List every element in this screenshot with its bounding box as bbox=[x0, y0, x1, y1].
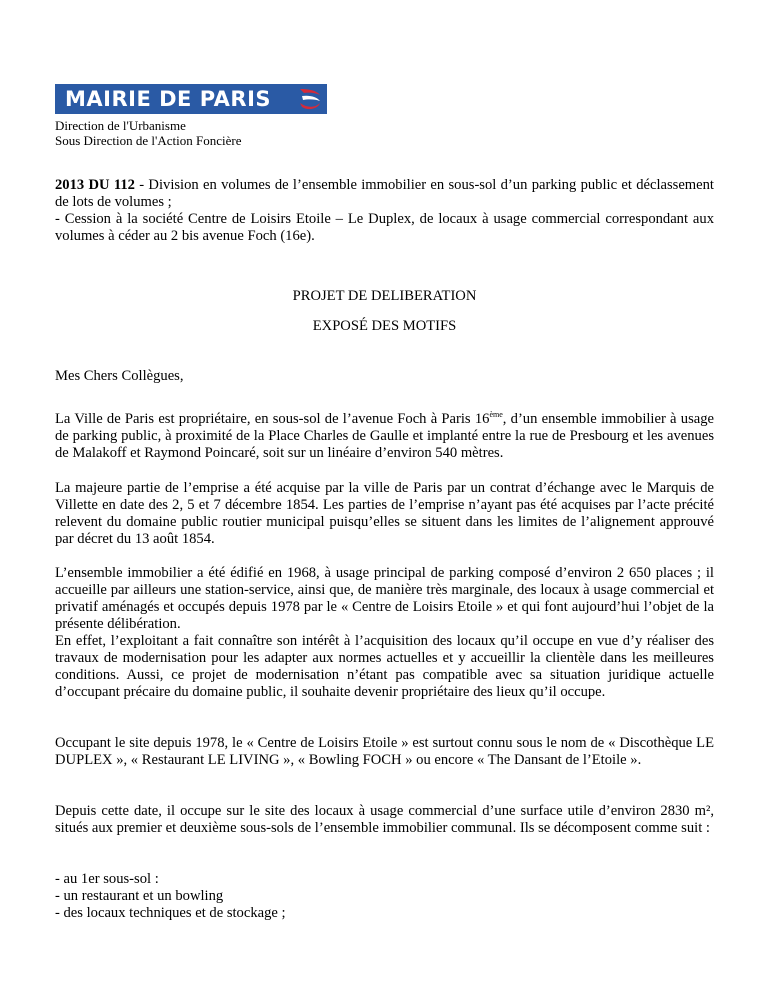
paragraph-3: L’ensemble immobilier a été édifié en 1968, à usage principal de parking composé d’environ 2 650 places ; il accueille par ailleurs une station-service, ainsi que, de manière très marginale, des locaux à usage commercial et privatif aménagés et occupés depuis 1978 par le « Centre de Loisirs Etoile » et qui font aujourd’hui l’objet de la présente délibération. bbox=[55, 565, 714, 632]
deliberation-reference: 2013 DU 112 bbox=[55, 177, 135, 193]
deliberation-title bbox=[55, 177, 714, 245]
paragraph-4: En effet, l’exploitant a fait connaître son intérêt à l’acquisition des locaux qu’il occupe en vue d’y réaliser des travaux de modernisation pour les adapter aux normes actuelles et y accueillir la clientèle dans les meilleures conditions. Aussi, ce projet de modernisation n’étant pas compatible avec sa situation juridique actuelle d’occupant précaire du domaine public, il souhaite devenir propriétaire des lieux qu’il occupe. bbox=[55, 633, 714, 700]
list bbox=[55, 871, 714, 922]
paragraph-1 bbox=[55, 411, 714, 462]
paragraph-1-end: , d’un ensemble immobilier à usage de parking public, à proximité de la Place Charles de Gaulle et implanté entre la rue de Presbourg et les avenues de Malakoff et Raymond Poincaré, soit sur un linéaire d’environ 540 mètres. bbox=[55, 411, 715, 461]
logo-text: MAIRIE DE PARIS bbox=[65, 87, 272, 111]
department-block bbox=[55, 118, 241, 148]
title-line-2: - Cession à la société Centre de Loisirs Etoile – Le Duplex, de locaux à usage commercial correspondant aux volumes à céder au 2 bis avenue Foch (16e). bbox=[55, 211, 714, 244]
paragraph-1-start: La Ville de Paris est propriétaire, en sous-sol de l’avenue Foch à Paris 16 bbox=[55, 411, 490, 427]
paragraph-5: Occupant le site depuis 1978, le « Centre de Loisirs Etoile » est surtout connu sous le nom de « Discothèque LE DUPLEX », « Restaurant LE LIVING », « Bowling FOCH » ou encore « The Dansant de l’Etoile ». bbox=[55, 735, 714, 768]
paris-emblem-icon bbox=[296, 86, 324, 112]
paragraph-1-superscript: ème bbox=[489, 410, 503, 419]
title-text-1: - Division en volumes de l’ensemble immobilier en sous-sol d’un parking public et déclassement de lots de volumes ; bbox=[55, 177, 714, 210]
mairie-de-paris-logo bbox=[55, 84, 327, 114]
paragraph-2: La majeure partie de l’emprise a été acquise par la ville de Paris par un contrat d’échange avec le Marquis de Villette en date des 2, 5 et 7 décembre 1854. Les parties de l’emprise n’ayant pas été acquises par l’acte précité relevent du domaine public routier municipal puisqu’elles se situent dans les limites de l’alignement approuvé par décret du 13 août 1854. bbox=[55, 480, 714, 547]
sub-department-name: Sous Direction de l'Action Foncière bbox=[55, 133, 242, 148]
list-item: - un restaurant et un bowling bbox=[55, 888, 224, 904]
salutation: Mes Chers Collègues, bbox=[55, 368, 184, 384]
heading-expose: EXPOSÉ DES MOTIFS bbox=[312, 318, 457, 334]
paragraph-6: Depuis cette date, il occupe sur le site des locaux à usage commercial d’une surface utile d’environ 2830 m², situés aux premier et deuxième sous-sols de l’ensemble immobilier communal. Ils se décomposent comme suit : bbox=[55, 803, 714, 836]
department-name: Direction de l'Urbanisme bbox=[55, 118, 186, 133]
title-line-1 bbox=[55, 177, 714, 211]
heading-projet: PROJET DE DELIBERATION bbox=[292, 288, 477, 304]
list-item: - au 1er sous-sol : bbox=[55, 871, 159, 887]
list-item: - des locaux techniques et de stockage ; bbox=[55, 905, 286, 921]
